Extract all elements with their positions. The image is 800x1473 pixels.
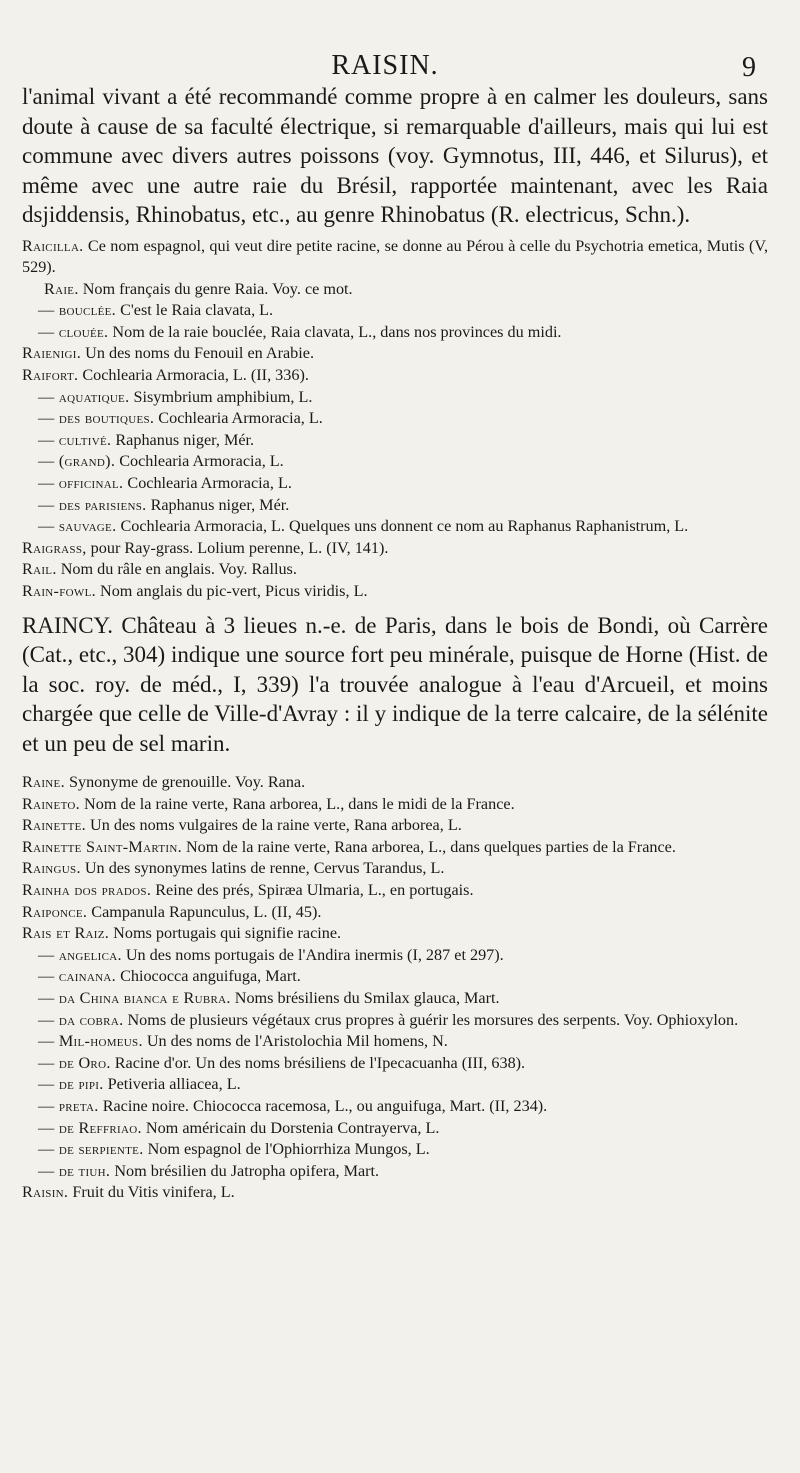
entry-definition: Raphanus niger, Mér. bbox=[146, 495, 290, 514]
entry-definition: Cochlearia Armoracia, L. bbox=[115, 452, 284, 471]
entry-headword: Raineto. bbox=[22, 794, 80, 813]
dictionary-entry bbox=[22, 495, 768, 517]
dictionary-entry bbox=[22, 473, 768, 495]
entry-definition: Nom anglais du pic-vert, Picus viridis, L. bbox=[95, 582, 368, 600]
entry-headword: — Mil-homeus. bbox=[38, 1032, 143, 1051]
entry-list-b bbox=[22, 772, 768, 1204]
dictionary-entry bbox=[22, 343, 768, 365]
entry-headword: Raie. bbox=[44, 279, 79, 298]
entry-headword: Raingus. bbox=[22, 859, 81, 878]
dictionary-entry bbox=[22, 365, 768, 387]
entry-definition: Nom de la raine verte, Rana arborea, L., dans quelques parties de la France. bbox=[181, 837, 676, 856]
entry-headword: — de tiuh. bbox=[38, 1161, 111, 1180]
entry-definition: Nom français du genre Raia. Voy. ce mot. bbox=[78, 279, 353, 298]
entry-headword: — bouclée. bbox=[38, 301, 117, 320]
entry-headword: Raienigi. bbox=[22, 344, 82, 363]
entry-headword: Rainette Saint-Martin. bbox=[22, 837, 182, 856]
entry-headword: — clouée. bbox=[38, 322, 109, 341]
entry-headword: Raifort. bbox=[22, 366, 79, 385]
entry-definition: Fruit du Vitis vinifera, L. bbox=[68, 1183, 235, 1202]
dictionary-entry bbox=[22, 581, 768, 603]
dictionary-entry bbox=[22, 880, 768, 902]
entry-definition: Cochlearia Armoracia, L. bbox=[123, 474, 292, 493]
entry-headword: Raiponce. bbox=[22, 902, 88, 921]
dictionary-entry bbox=[22, 815, 768, 837]
entry-headword: Rail. bbox=[22, 560, 57, 579]
entry-definition: Nom espagnol de l'Ophiorrhiza Mungos, L. bbox=[143, 1140, 430, 1159]
entry-headword: — des boutiques. bbox=[38, 409, 155, 428]
entry-definition: Un des noms portugais de l'Andira inermis (I, 287 et 297). bbox=[121, 945, 504, 964]
entry-headword: — des parisiens. bbox=[38, 495, 147, 514]
dictionary-entry bbox=[22, 1010, 768, 1032]
entry-headword: Raisin. bbox=[22, 1183, 69, 1202]
dictionary-entry bbox=[22, 1139, 768, 1161]
entry-definition: C'est le Raia clavata, L. bbox=[116, 301, 274, 320]
dictionary-entry bbox=[22, 988, 768, 1010]
entry-definition: Un des noms de l'Aristolochia Mil homens, N. bbox=[142, 1032, 448, 1051]
entry-headword: — angelica. bbox=[38, 945, 122, 964]
dictionary-entry bbox=[22, 516, 768, 538]
raincy-paragraph: RAINCY. Château à 3 lieues n.-e. de Paris, dans le bois de Bondi, où Carrère (Cat., etc., 304) indique une source fort peu minérale, puisque de Horne (Hist. de la soc. roy. de méd., I, 339) l'a trouvée analogue à l'eau d'Arcueil, et moins chargée que celle de Ville-d'Avray : il y indique de la terre calcaire, de la sélénite et un peu de sel marin. bbox=[22, 612, 768, 756]
entry-headword: Rain-fowl. bbox=[22, 582, 96, 600]
entry-definition: Nom américain du Dorstenia Contrayerva, L. bbox=[141, 1118, 440, 1137]
entry-headword: — cultivé. bbox=[38, 430, 112, 449]
entry-definition: Reine des prés, Spiræa Ulmaria, L., en portugais. bbox=[151, 881, 474, 900]
entry-definition: Un des noms du Fenouil en Arabie. bbox=[81, 344, 314, 363]
dictionary-entry bbox=[22, 1074, 768, 1096]
entry-definition: Cochlearia Armoracia, L. bbox=[154, 409, 323, 428]
dictionary-entry bbox=[22, 236, 768, 279]
entry-headword: Raigrass, bbox=[22, 538, 87, 557]
entry-headword: — sauvage. bbox=[38, 517, 117, 536]
entry-definition: Cochlearia Armoracia, L. Quelques uns donnent ce nom au Raphanus Raphanistrum, L. bbox=[116, 517, 689, 536]
entry-headword: Rainette. bbox=[22, 816, 86, 835]
dictionary-entry bbox=[22, 794, 768, 816]
dictionary-entry bbox=[22, 923, 768, 945]
intro-paragraph: l'animal vivant a été recommandé comme propre à en calmer les douleurs, sans doute à cause de sa faculté électrique, si remarquable d'ailleurs, mais qui lui est commune avec divers autres poissons (voy. Gymnotus, III, 446, et Silurus), et même avec une autre raie du Brésil, rapportée maintenant, avec les Raia dsjiddensis, Rhinobatus, etc., au genre Rhinobatus (R. electricus, Schn.). bbox=[22, 84, 768, 227]
entry-headword: — de Oro. bbox=[38, 1053, 111, 1072]
entry-definition: Nom de la raine verte, Rana arborea, L., dans le midi de la France. bbox=[79, 794, 515, 813]
entry-definition: Noms brésiliens du Smilax glauca, Mart. bbox=[230, 989, 500, 1008]
entry-headword: — de serpiente. bbox=[38, 1140, 144, 1159]
entry-definition: Nom brésilien du Jatropha opifera, Mart. bbox=[110, 1161, 380, 1180]
dictionary-entry bbox=[22, 902, 768, 924]
entry-definition: Raphanus niger, Mér. bbox=[111, 430, 255, 449]
entry-definition: Cochlearia Armoracia, L. (II, 336). bbox=[78, 366, 309, 385]
dictionary-entry bbox=[22, 300, 768, 322]
entry-definition: Sisymbrium amphibium, L. bbox=[129, 387, 313, 406]
entry-headword: — de pipi. bbox=[38, 1075, 104, 1094]
dictionary-entry bbox=[22, 772, 768, 794]
entry-definition: Noms de plusieurs végétaux crus propres à guérir les morsures des serpents. Voy. Ophioxylon. bbox=[123, 1010, 739, 1029]
entry-headword: — da cobra. bbox=[38, 1010, 124, 1029]
entry-headword: — cainana. bbox=[38, 967, 117, 986]
dictionary-entry bbox=[22, 559, 768, 581]
entry-definition: pour Ray-grass. Lolium perenne, L. (IV, 141). bbox=[86, 538, 389, 557]
dictionary-entry bbox=[22, 408, 768, 430]
entry-definition: Noms portugais qui signifie racine. bbox=[109, 924, 342, 943]
dictionary-entry bbox=[22, 538, 768, 560]
dictionary-entry bbox=[22, 451, 768, 473]
dictionary-entry bbox=[22, 279, 768, 301]
entry-definition: Un des synonymes latins de renne, Cervus Tarandus, L. bbox=[80, 859, 445, 878]
entry-headword: Rainha dos prados. bbox=[22, 881, 152, 900]
entry-definition: Synonyme de grenouille. Voy. Rana. bbox=[64, 773, 306, 792]
entry-headword: Raine. bbox=[22, 773, 65, 792]
dictionary-entry bbox=[22, 1118, 768, 1140]
dictionary-entry bbox=[22, 1031, 768, 1053]
dictionary-entry bbox=[22, 945, 768, 967]
dictionary-entry bbox=[22, 322, 768, 344]
dictionary-entry bbox=[22, 837, 768, 859]
entry-definition: Racine noire. Chiococca racemosa, L., ou anguifuga, Mart. (II, 234). bbox=[98, 1097, 548, 1115]
page-body bbox=[22, 82, 768, 1204]
dictionary-entry bbox=[22, 1182, 768, 1204]
entry-definition: Ce nom espagnol, qui veut dire petite racine, se donne au Pérou à celle du Psychotria emetica, Mutis (V, 529). bbox=[22, 236, 768, 277]
entry-definition: Campanula Rapunculus, L. (II, 45). bbox=[87, 902, 322, 921]
entry-headword: — da China bianca e Rubra. bbox=[38, 989, 231, 1008]
entry-definition: Petiveria alliacea, L. bbox=[103, 1075, 241, 1094]
entry-definition: Nom de la raie bouclée, Raia clavata, L., dans nos provinces du midi. bbox=[108, 322, 562, 341]
dictionary-entry bbox=[22, 1053, 768, 1075]
dictionary-entry bbox=[22, 858, 768, 880]
entry-headword: Rais et Raiz. bbox=[22, 924, 110, 943]
entry-headword: Raicilla. bbox=[22, 236, 84, 255]
entry-headword: — preta. bbox=[38, 1097, 99, 1115]
entry-definition: Nom du râle en anglais. Voy. Rallus. bbox=[56, 560, 297, 579]
dictionary-entry bbox=[22, 1161, 768, 1183]
entry-definition: Un des noms vulgaires de la raine verte, Rana arborea, L. bbox=[85, 816, 462, 835]
dictionary-entry bbox=[22, 430, 768, 452]
page-number: 9 bbox=[742, 52, 756, 83]
dictionary-entry bbox=[22, 966, 768, 988]
dictionary-entry bbox=[22, 387, 768, 409]
entry-definition: Racine d'or. Un des noms brésiliens de l'Ipecacuanha (III, 638). bbox=[110, 1053, 526, 1072]
entry-headword: — de Reffriao. bbox=[38, 1118, 142, 1137]
page-header bbox=[0, 46, 800, 86]
entry-headword: — aquatique. bbox=[38, 387, 130, 406]
entry-list-a bbox=[22, 236, 768, 603]
entry-headword: — officinal. bbox=[38, 474, 124, 493]
entry-headword: — (grand). bbox=[38, 452, 116, 471]
running-title: RAISIN. bbox=[331, 50, 439, 81]
entry-definition: Chiococca anguifuga, Mart. bbox=[116, 967, 301, 986]
dictionary-entry bbox=[22, 1096, 768, 1118]
